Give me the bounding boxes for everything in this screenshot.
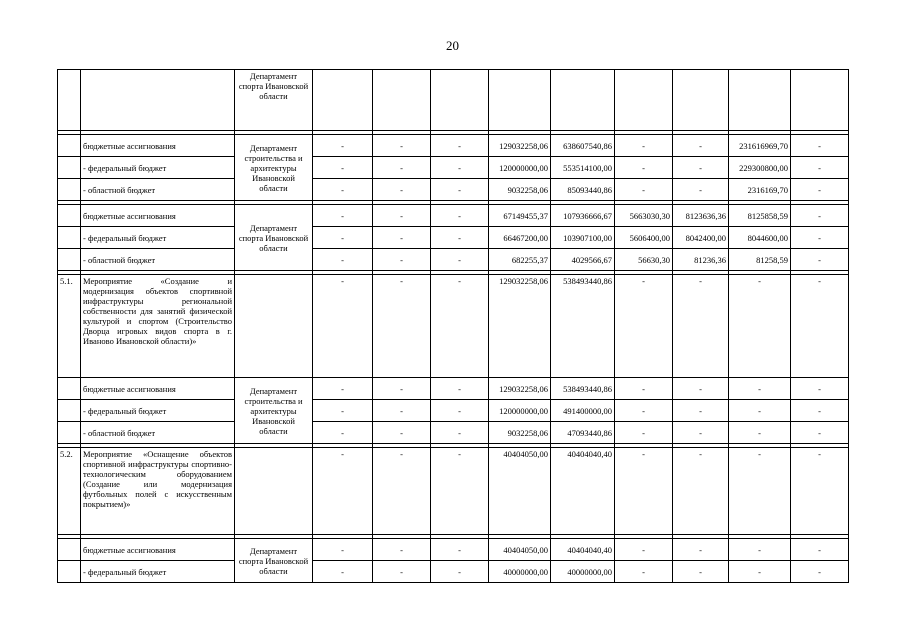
executor-cell: Департамент спорта Ивановской области	[235, 70, 313, 131]
value-cell: -	[673, 448, 729, 535]
value-cell: 231616969,70	[729, 135, 791, 157]
executor-cell	[235, 275, 313, 378]
value-cell: -	[313, 157, 373, 179]
executor-cell: Департамент строительства и архитектуры Ивановской области	[235, 135, 313, 201]
value-cell: -	[791, 179, 849, 201]
row-name: - федеральный бюджет	[81, 227, 235, 249]
row-number	[58, 400, 81, 422]
row-number	[58, 157, 81, 179]
value-cell: -	[791, 378, 849, 400]
value-cell: 5606400,00	[615, 227, 673, 249]
value-cell: 107936666,67	[551, 205, 615, 227]
value-cell: -	[313, 400, 373, 422]
row-number	[58, 561, 81, 583]
value-cell: -	[431, 539, 489, 561]
value-cell: -	[673, 422, 729, 444]
value-cell: -	[673, 561, 729, 583]
row-name: бюджетные ассигнования	[81, 205, 235, 227]
value-cell: -	[615, 135, 673, 157]
row-name: - федеральный бюджет	[81, 157, 235, 179]
empty-cell	[791, 70, 849, 131]
table-row	[58, 227, 849, 249]
table-row	[58, 422, 849, 444]
value-cell: 66467200,00	[489, 227, 551, 249]
value-cell: -	[373, 448, 431, 535]
value-cell: 4029566,67	[551, 249, 615, 271]
value-cell: 229300800,00	[729, 157, 791, 179]
value-cell: -	[313, 422, 373, 444]
value-cell: 9032258,06	[489, 179, 551, 201]
value-cell: -	[729, 448, 791, 535]
value-cell: -	[615, 275, 673, 378]
row-name: - областной бюджет	[81, 422, 235, 444]
row-number	[58, 539, 81, 561]
executor-cell: Департамент строительства и архитектуры Ивановской области	[235, 378, 313, 444]
row-number	[58, 378, 81, 400]
value-cell: -	[431, 135, 489, 157]
value-cell: -	[431, 422, 489, 444]
row-name	[81, 70, 235, 131]
value-cell: -	[313, 205, 373, 227]
table-row	[58, 378, 849, 400]
value-cell: -	[791, 135, 849, 157]
value-cell: -	[431, 227, 489, 249]
value-cell: -	[615, 539, 673, 561]
value-cell: 103907100,00	[551, 227, 615, 249]
row-number	[58, 227, 81, 249]
value-cell: -	[791, 561, 849, 583]
executor-cell	[235, 448, 313, 535]
value-cell: -	[373, 378, 431, 400]
value-cell: -	[673, 400, 729, 422]
value-cell: -	[615, 422, 673, 444]
value-cell: 553514100,00	[551, 157, 615, 179]
table-row	[58, 205, 849, 227]
value-cell: -	[431, 249, 489, 271]
value-cell: 81258,59	[729, 249, 791, 271]
empty-cell	[729, 70, 791, 131]
value-cell: -	[729, 275, 791, 378]
value-cell: -	[673, 275, 729, 378]
value-cell: -	[673, 378, 729, 400]
row-name: бюджетные ассигнования	[81, 539, 235, 561]
value-cell: -	[431, 157, 489, 179]
value-cell: 638607540,86	[551, 135, 615, 157]
value-cell: -	[431, 561, 489, 583]
value-cell: -	[373, 400, 431, 422]
value-cell: 67149455,37	[489, 205, 551, 227]
value-cell: -	[615, 448, 673, 535]
value-cell: -	[313, 378, 373, 400]
value-cell: -	[729, 378, 791, 400]
row-number	[58, 422, 81, 444]
value-cell: -	[673, 179, 729, 201]
table-row	[58, 539, 849, 561]
value-cell: -	[673, 157, 729, 179]
measure-number: 5.2.	[58, 448, 81, 535]
empty-cell	[615, 70, 673, 131]
value-cell: 40000000,00	[551, 561, 615, 583]
value-cell: -	[313, 448, 373, 535]
table-row	[58, 135, 849, 157]
value-cell: 2316169,70	[729, 179, 791, 201]
value-cell: -	[313, 249, 373, 271]
value-cell: -	[615, 157, 673, 179]
row-number	[58, 135, 81, 157]
value-cell: -	[313, 275, 373, 378]
value-cell: 40404050,00	[489, 539, 551, 561]
value-cell: -	[373, 561, 431, 583]
value-cell: -	[313, 539, 373, 561]
table-row	[58, 448, 849, 535]
value-cell: -	[431, 378, 489, 400]
table-row	[58, 561, 849, 583]
value-cell: -	[729, 539, 791, 561]
value-cell: 538493440,86	[551, 275, 615, 378]
value-cell: -	[373, 157, 431, 179]
empty-cell	[431, 70, 489, 131]
value-cell: 9032258,06	[489, 422, 551, 444]
value-cell: -	[673, 135, 729, 157]
row-name: бюджетные ассигнования	[81, 378, 235, 400]
value-cell: 8123636,36	[673, 205, 729, 227]
measure-number: 5.1.	[58, 275, 81, 378]
table-row	[58, 157, 849, 179]
value-cell: -	[373, 422, 431, 444]
value-cell: -	[431, 205, 489, 227]
value-cell: -	[313, 227, 373, 249]
row-number	[58, 70, 81, 131]
row-number	[58, 205, 81, 227]
value-cell: -	[729, 400, 791, 422]
value-cell: 40404040,40	[551, 539, 615, 561]
value-cell: -	[615, 179, 673, 201]
value-cell: -	[373, 539, 431, 561]
row-number	[58, 179, 81, 201]
value-cell: -	[431, 275, 489, 378]
value-cell: -	[373, 249, 431, 271]
value-cell: 40404050,00	[489, 448, 551, 535]
value-cell: 8042400,00	[673, 227, 729, 249]
value-cell: 8044600,00	[729, 227, 791, 249]
empty-cell	[489, 70, 551, 131]
value-cell: 120000000,00	[489, 157, 551, 179]
value-cell: 538493440,86	[551, 378, 615, 400]
value-cell: -	[615, 378, 673, 400]
table-row	[58, 179, 849, 201]
value-cell: 47093440,86	[551, 422, 615, 444]
empty-cell	[551, 70, 615, 131]
table-row	[58, 400, 849, 422]
value-cell: 129032258,06	[489, 378, 551, 400]
value-cell: 40404040,40	[551, 448, 615, 535]
value-cell: 81236,36	[673, 249, 729, 271]
value-cell: -	[373, 205, 431, 227]
budget-table	[57, 69, 849, 583]
value-cell: -	[373, 179, 431, 201]
value-cell: -	[431, 448, 489, 535]
value-cell: -	[791, 275, 849, 378]
executor-cell: Департамент спорта Ивановской области	[235, 539, 313, 583]
value-cell: 85093440,86	[551, 179, 615, 201]
value-cell: 682255,37	[489, 249, 551, 271]
executor-cell: Департамент спорта Ивановской области	[235, 205, 313, 271]
value-cell: 491400000,00	[551, 400, 615, 422]
value-cell: -	[615, 400, 673, 422]
value-cell: -	[313, 561, 373, 583]
page-number: 20	[446, 38, 459, 53]
value-cell: -	[791, 249, 849, 271]
value-cell: 129032258,06	[489, 135, 551, 157]
value-cell: -	[373, 135, 431, 157]
value-cell: 8125858,59	[729, 205, 791, 227]
value-cell: -	[615, 561, 673, 583]
measure-name: Мероприятие «Оснащение объектов спортивной инфраструктуры спортивно-технологическим оборудованием (Создание или модернизация футбольных полей с искусственным покрытием)»	[81, 448, 235, 535]
row-number	[58, 249, 81, 271]
table-row	[58, 249, 849, 271]
value-cell: -	[431, 400, 489, 422]
value-cell: -	[673, 539, 729, 561]
value-cell: -	[373, 227, 431, 249]
row-name: бюджетные ассигнования	[81, 135, 235, 157]
row-name: - федеральный бюджет	[81, 400, 235, 422]
table-row	[58, 70, 849, 131]
value-cell: 40000000,00	[489, 561, 551, 583]
value-cell: -	[729, 422, 791, 444]
value-cell: -	[791, 422, 849, 444]
value-cell: 56630,30	[615, 249, 673, 271]
table-row	[58, 275, 849, 378]
empty-cell	[673, 70, 729, 131]
value-cell: -	[791, 205, 849, 227]
value-cell: -	[431, 179, 489, 201]
empty-cell	[373, 70, 431, 131]
value-cell: -	[791, 539, 849, 561]
measure-name: Мероприятие «Создание и модернизация объектов спортивной инфраструктуры региональной собственности для занятий физической культурой и спортом (Строительство Дворца игровых видов спорта в г. Иваново Ивановской области)»	[81, 275, 235, 378]
row-name: - областной бюджет	[81, 179, 235, 201]
value-cell: 129032258,06	[489, 275, 551, 378]
value-cell: -	[791, 157, 849, 179]
value-cell: -	[729, 561, 791, 583]
row-name: - федеральный бюджет	[81, 561, 235, 583]
empty-cell	[313, 70, 373, 131]
value-cell: 120000000,00	[489, 400, 551, 422]
value-cell: -	[791, 227, 849, 249]
value-cell: -	[373, 275, 431, 378]
value-cell: -	[313, 135, 373, 157]
value-cell: -	[313, 179, 373, 201]
value-cell: -	[791, 448, 849, 535]
value-cell: 5663030,30	[615, 205, 673, 227]
value-cell: -	[791, 400, 849, 422]
row-name: - областной бюджет	[81, 249, 235, 271]
